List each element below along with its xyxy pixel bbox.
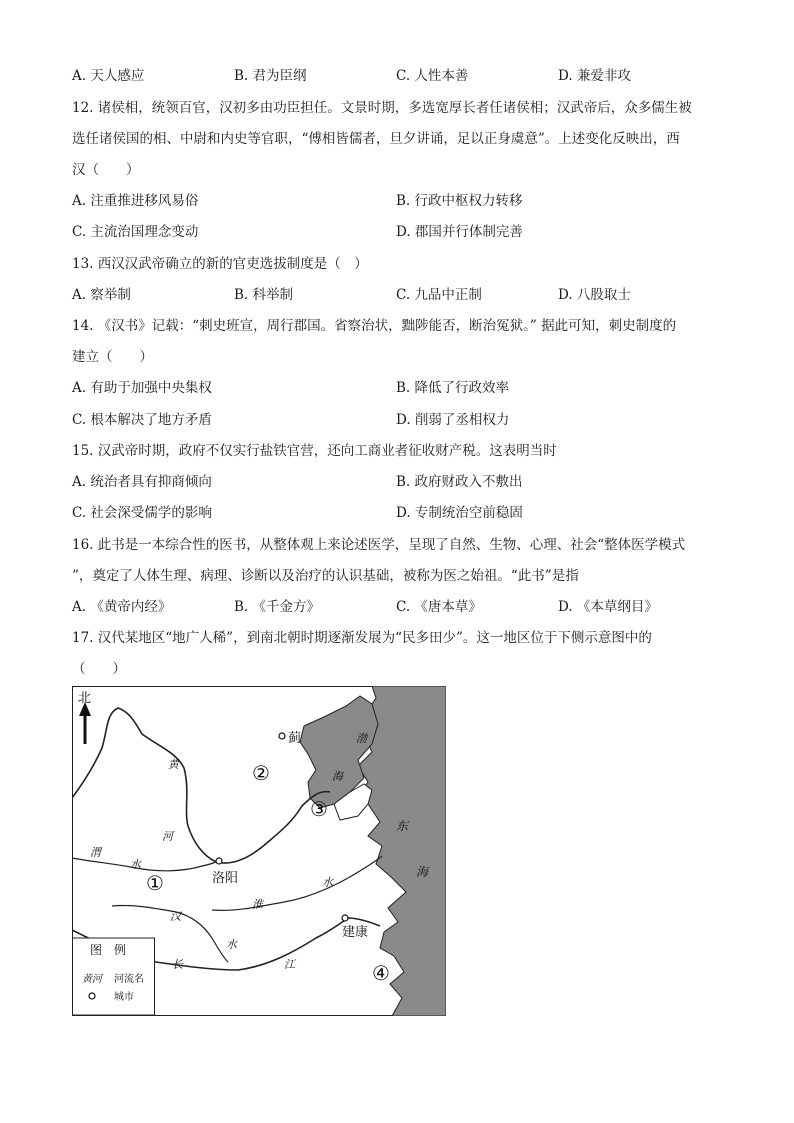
q13-option-d[interactable]: D. 八股取士 — [558, 287, 631, 303]
river-label-jiang: 江 — [284, 958, 295, 971]
marker-2[interactable]: ② — [252, 761, 270, 785]
q16-option-d[interactable]: D. 《本草纲目》 — [558, 599, 658, 615]
map-legend — [73, 938, 155, 1015]
q16-option-c[interactable]: C. 《唐本草》 — [396, 599, 482, 615]
q14-option-c[interactable]: C. 根本解决了地方矛盾 — [72, 412, 212, 428]
q13-option-b[interactable]: B. 科举制 — [234, 287, 294, 303]
marker-1[interactable]: ① — [146, 871, 164, 895]
q15-option-b[interactable]: B. 政府财政入不敷出 — [396, 474, 523, 490]
q11-option-b[interactable]: B. 君为臣纲 — [234, 68, 307, 84]
legend-river-sample: 黄河 — [82, 974, 102, 985]
city-label-jiankang: 建康 — [342, 925, 369, 940]
river-label-wei-shui: 水 — [130, 858, 141, 871]
city-jiankang-icon — [342, 915, 348, 921]
sea-label-donghai-hai: 海 — [416, 865, 429, 879]
q17-stem-line: 17. 汉代某地区“地广人稀”，到南北朝时期逐渐发展为“民多田少”。这一地区位于下侧示意图中的 — [72, 630, 652, 646]
sea-label-bo: 渤 — [356, 732, 367, 745]
sea-label-bohai-hai: 海 — [332, 770, 343, 783]
q14-option-d[interactable]: D. 削弱了丞相权力 — [396, 412, 510, 428]
q14-stem-line: 14. 《汉书》记载：“刺史班宣，周行郡国。省察治状，黜陟能否，断治冤狱。” 据此可知，刺史制度的 — [72, 318, 677, 334]
river-label-huai-shui: 水 — [322, 876, 333, 889]
q12-stem-line: 12. 诸侯相，统领百官，汉初多由功臣担任。文景时期，多选宽厚长者任诸侯相；汉武帝后，众多儒生被 — [72, 100, 692, 116]
river-label-he: 河 — [162, 830, 173, 843]
city-label-luoyang: 洛阳 — [212, 871, 239, 886]
q12-option-b[interactable]: B. 行政中枢权力转移 — [396, 193, 523, 209]
river-label-chang: 长 — [172, 958, 183, 971]
q16-option-a[interactable]: A. 《黄帝内经》 — [72, 599, 172, 615]
marker-4[interactable]: ④ — [372, 961, 390, 985]
q11-option-d[interactable]: D. 兼爱非攻 — [558, 68, 631, 84]
q15-option-c[interactable]: C. 社会深受儒学的影响 — [72, 505, 212, 521]
q12-stem-line: 汉（ ） — [72, 162, 140, 178]
q11-option-a[interactable]: A. 天人感应 — [72, 68, 145, 84]
q15-option-d[interactable]: D. 专制统治空前稳固 — [396, 505, 523, 521]
city-ji-icon — [279, 733, 285, 739]
q13-option-a[interactable]: A. 察举制 — [72, 287, 131, 303]
q12-option-c[interactable]: C. 主流治国理念变动 — [72, 224, 199, 240]
marker-3[interactable]: ③ — [310, 797, 328, 821]
han-map-svg — [72, 686, 446, 1016]
legend-title: 图 例 — [90, 943, 127, 957]
river-label-wei: 渭 — [90, 846, 101, 859]
city-label-ji: 蓟 — [288, 731, 302, 746]
q16-stem-line: 16. 此书是一本综合性的医书，从整体观上来论述医学，呈现了自然、生物、心理、社会“整体医学模式 — [72, 537, 686, 553]
sea-label-dong: 东 — [396, 819, 409, 833]
q17-stem-line: （ ） — [72, 661, 126, 677]
legend-city-label: 城市 — [114, 992, 134, 1003]
q14-option-a[interactable]: A. 有助于加强中央集权 — [72, 380, 212, 396]
q15-stem-line: 15. 汉武帝时期，政府不仅实行盐铁官营，还向工商业者征收财产税。这表明当时 — [72, 443, 557, 459]
river-label-han-shui: 水 — [226, 938, 237, 951]
q16-option-b[interactable]: B. 《千金方》 — [234, 599, 321, 615]
han-map-figure — [72, 686, 446, 1016]
q12-option-d[interactable]: D. 郡国并行体制完善 — [396, 224, 523, 240]
q13-option-c[interactable]: C. 九品中正制 — [396, 287, 482, 303]
river-label-huang: 黄 — [168, 758, 179, 771]
river-label-han: 汉 — [170, 910, 181, 923]
legend-city-icon — [89, 993, 95, 999]
q12-option-a[interactable]: A. 注重推进移风易俗 — [72, 193, 199, 209]
city-luoyang-icon — [216, 858, 222, 864]
q15-option-a[interactable]: A. 统治者具有抑商倾向 — [72, 474, 212, 490]
q13-stem-line: 13. 西汉汉武帝确立的新的官吏选拔制度是（ ） — [72, 256, 368, 272]
north-label: 北 — [78, 691, 92, 706]
q14-option-b[interactable]: B. 降低了行政效率 — [396, 380, 510, 396]
q14-stem-line: 建立（ ） — [72, 349, 153, 365]
legend-river-label: 河流名 — [114, 974, 144, 985]
q16-stem-line: ”，奠定了人体生理、病理、诊断以及治疗的认识基础，被称为医之始祖。“此书”是指 — [72, 568, 579, 584]
q11-option-c[interactable]: C. 人性本善 — [396, 68, 469, 84]
q12-stem-line: 选任诸侯国的相、中尉和内史等官职，“傅相皆儒者，旦夕讲诵，足以正身虞意”。上述变化反映出，西 — [72, 131, 680, 147]
river-label-huai: 淮 — [252, 898, 263, 911]
